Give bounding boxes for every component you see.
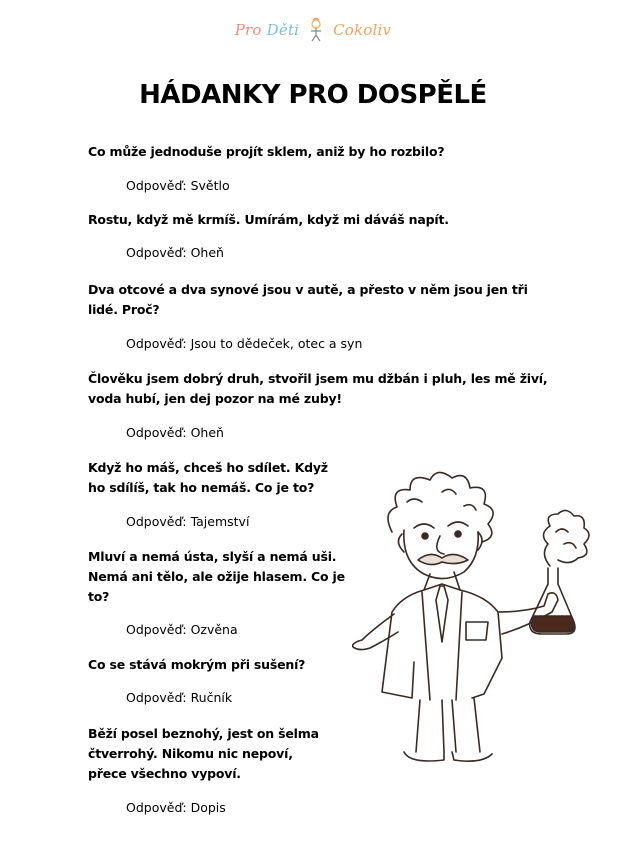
child-figure-icon	[306, 18, 326, 42]
riddle-answer: Odpověď: Oheň	[126, 425, 224, 440]
riddle-question: Dva otcové a dva synové jsou v autě, a přesto v něm jsou jen tři lidé. Proč?	[88, 282, 528, 317]
riddle-question: Když ho máš, chceš ho sdílet. Když ho sdílíš, tak ho nemáš. Co je to?	[88, 460, 328, 495]
riddle-question: Rostu, když mě krmíš. Umírám, když mi dáváš napít.	[88, 212, 449, 227]
riddle-question: Člověku jsem dobrý druh, stvořil jsem mu džbán i pluh, les mě živí, voda hubí, jen dej pozor na mé zuby!	[88, 371, 548, 406]
riddle-answer: Odpověď: Jsou to dědeček, otec a syn	[126, 336, 363, 351]
riddle-answer: Odpověď: Ozvěna	[126, 622, 238, 637]
riddle-answer: Odpověď: Dopis	[126, 800, 226, 815]
logo	[0, 18, 626, 42]
logo-word-pro: Pro	[234, 21, 262, 39]
riddle-answer: Odpověď: Světlo	[126, 178, 230, 193]
riddle-question: Mluví a nemá ústa, slyší a nemá uši. Nemá ani tělo, ale ožije hlasem. Co je to?	[88, 549, 345, 604]
page-title: HÁDANKY PRO DOSPĚLÉ	[139, 80, 487, 110]
riddle-answer: Odpověď: Tajemství	[126, 514, 250, 529]
riddle-answer: Odpověď: Oheň	[126, 245, 224, 260]
riddle-question: Běží posel beznohý, jest on šelma čtverrohý. Nikomu nic nepoví, přece všechno vypoví.	[88, 726, 319, 781]
scientist-illustration	[352, 462, 602, 782]
riddle-answer: Odpověď: Ručník	[126, 690, 233, 705]
riddle-question: Co může jednoduše projít sklem, aniž by ho rozbilo?	[88, 144, 445, 159]
logo-word-deti: Děti	[266, 21, 300, 39]
riddle-question: Co se stává mokrým při sušení?	[88, 657, 306, 672]
logo-word-cokoliv: Cokoliv	[333, 21, 392, 39]
